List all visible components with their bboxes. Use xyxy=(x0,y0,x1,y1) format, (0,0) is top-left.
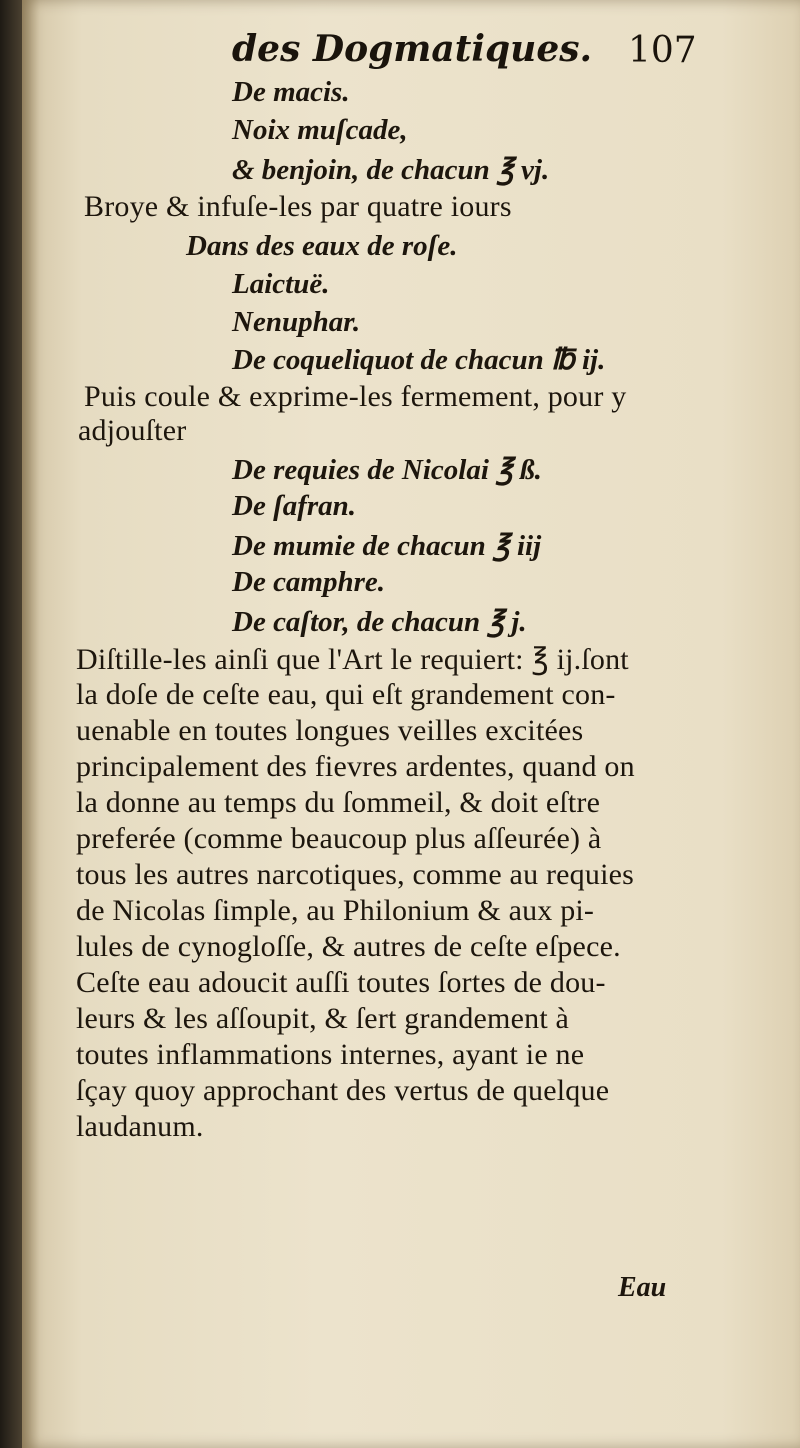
text-line: preferée (comme beaucoup plus aſſeurée) à xyxy=(76,822,602,855)
recipe-line: Nenuphar. xyxy=(232,306,361,338)
text-line: adjouſter xyxy=(78,414,187,447)
recipe-line: De coqueliquot de chacun ℔ ij. xyxy=(232,344,606,376)
text-line: laudanum. xyxy=(76,1110,204,1143)
recipe-line: Noix muſcade, xyxy=(232,114,408,146)
catchword: Eau xyxy=(618,1272,667,1303)
text-line: Ceſte eau adoucit auſſi toutes ſortes de dou- xyxy=(76,966,606,999)
recipe-line: & benjoin, de chacun ℥ vj. xyxy=(232,154,550,186)
recipe-line: De requies de Nicolai ℥ ß. xyxy=(232,454,542,486)
text-line: Puis coule & exprime-les fermement, pour y xyxy=(84,380,627,413)
text-line: tous les autres narcotiques, comme au requies xyxy=(76,858,634,891)
page-header xyxy=(0,28,800,88)
text-line: principalement des fievres ardentes, quand on xyxy=(76,750,635,783)
book-spine xyxy=(0,0,22,1448)
recipe-line: Dans des eaux de roſe. xyxy=(186,230,458,262)
text-line: de Nicolas ſimple, au Philonium & aux pi- xyxy=(76,894,595,927)
recipe-line: De macis. xyxy=(232,76,350,108)
recipe-line: De camphre. xyxy=(232,566,386,598)
recipe-line: Laictuë. xyxy=(232,268,330,300)
text-line: leurs & les aſſoupit, & ſert grandement à xyxy=(76,1002,570,1035)
text-line: Diſtille-les ainſi que l'Art le requiert: ℥ ij.ſont xyxy=(76,643,629,676)
text-line: la donne au temps du ſommeil, & doit eſtre xyxy=(76,786,601,819)
text-line: Broye & infuſe-les par quatre iours xyxy=(84,190,512,223)
text-line: la doſe de ceſte eau, qui eſt grandement con- xyxy=(76,678,616,711)
running-title: des Dogmatiques. xyxy=(232,28,593,70)
recipe-line: De ſafran. xyxy=(232,490,357,522)
text-line: ſçay quoy approchant des vertus de quelque xyxy=(76,1074,610,1107)
recipe-line: De caſtor, de chacun ℥ j. xyxy=(232,606,527,638)
text-line: uenable en toutes longues veilles excitées xyxy=(76,714,584,747)
text-line: lules de cynogloſſe, & autres de ceſte eſpece. xyxy=(76,930,621,963)
page-number: 107 xyxy=(628,30,697,71)
recipe-line: De mumie de chacun ℥ iij xyxy=(232,530,542,562)
text-line: toutes inflammations internes, ayant ie ne xyxy=(76,1038,585,1071)
